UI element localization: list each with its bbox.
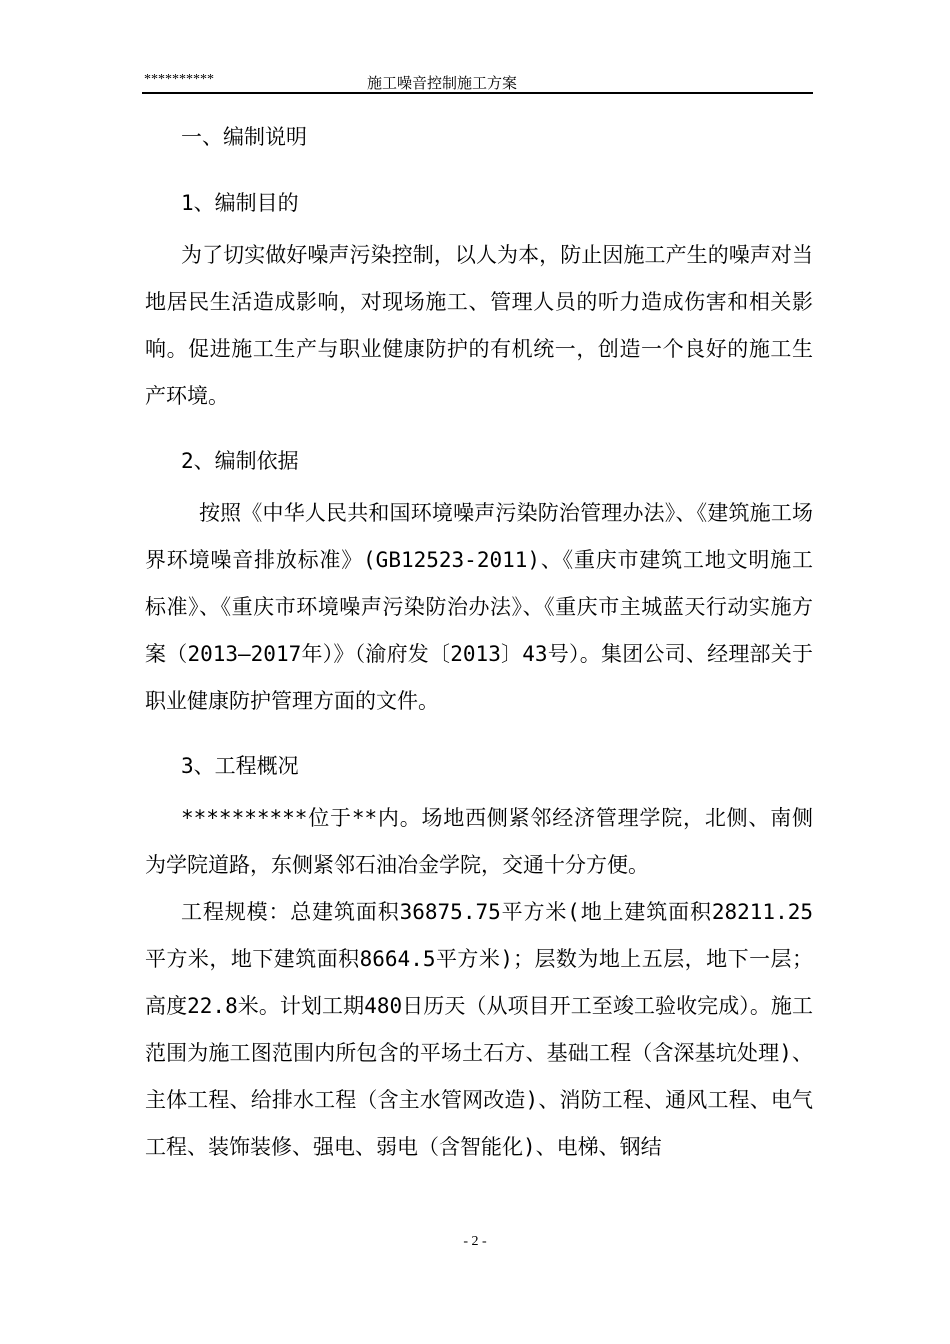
paragraph-basis: 按照《中华人民共和国环境噪声污染防治管理办法》、《建筑施工场界环境噪音排放标准》(GB12523-2011)、《重庆市建筑工地文明施工标准》、《重庆市环境噪声污染防治办法》、《重庆市主城蓝天行动实施方案（2013—2017年）》（渝府发〔2013〕43号）。集团公司、经理部关于职业健康防护管理方面的文件。 (145, 501, 813, 713)
document-body (145, 108, 813, 1171)
subsection-heading-purpose: 1、编制目的 (181, 191, 299, 215)
subsection-heading-basis: 2、编制依据 (181, 449, 299, 473)
paragraph-scale: 工程规模：总建筑面积36875.75平方米(地上建筑面积28211.25平方米，地下建筑面积8664.5平方米)；层数为地上五层，地下一层；高度22.8米。计划工期480日历天（从项目开工至竣工验收完成）。施工范围为施工图范围内所包含的平场土石方、基础工程（含深基坑处理)、主体工程、给排水工程（含主水管网改造)、消防工程、通风工程、电气工程、装饰装修、强电、弱电（含智能化)、电梯、钢结 (145, 900, 813, 1159)
header-mark: ********** (144, 72, 214, 87)
header-title: 施工噪音控制施工方案 (367, 74, 518, 92)
paragraph-purpose: 为了切实做好噪声污染控制，以人为本，防止因施工产生的噪声对当地居民生活造成影响，对现场施工、管理人员的听力造成伤害和相关影响。促进施工生产与职业健康防护的有机统一，创造一个良好的施工生产环境。 (145, 243, 813, 408)
page-header (142, 70, 813, 94)
paragraph-location: **********位于**内。场地西侧紧邻经济管理学院，北侧、南侧为学院道路，东侧紧邻石油冶金学院，交通十分方便。 (145, 806, 813, 877)
subsection-heading-overview: 3、工程概况 (181, 754, 299, 778)
section-heading-1: 一、编制说明 (181, 125, 307, 149)
page-number: - 2 - (463, 1234, 487, 1249)
